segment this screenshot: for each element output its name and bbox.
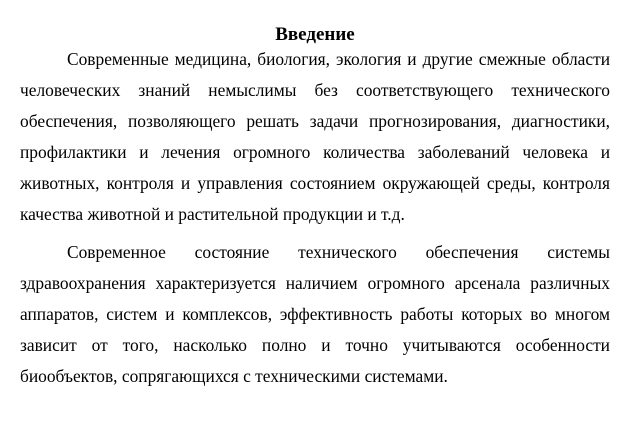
paragraph-1: Современные медицина, биология, экология и другие смежные области человеческих знаний немыслимы без соответствующего технического обеспечения, позволяющего решать задачи прогнозирования, диагностики, профилактики и лечения огромного количества заболеваний человека и животных, контроля и управления состоянием окружающей среды, контроля качества животной и растительной продукции и т.д.	[20, 49, 610, 224]
paragraph-2: Современное состояние технического обеспечения системы здравоохранения характеризуется наличием огромного арсенала различных аппаратов, систем и комплексов, эффективность работы которых во многом зависит от того, насколько полно и точно учитываются особенности биообъектов, сопрягающихся с техническими системами.	[20, 242, 610, 386]
page-title: Введение	[275, 24, 355, 45]
